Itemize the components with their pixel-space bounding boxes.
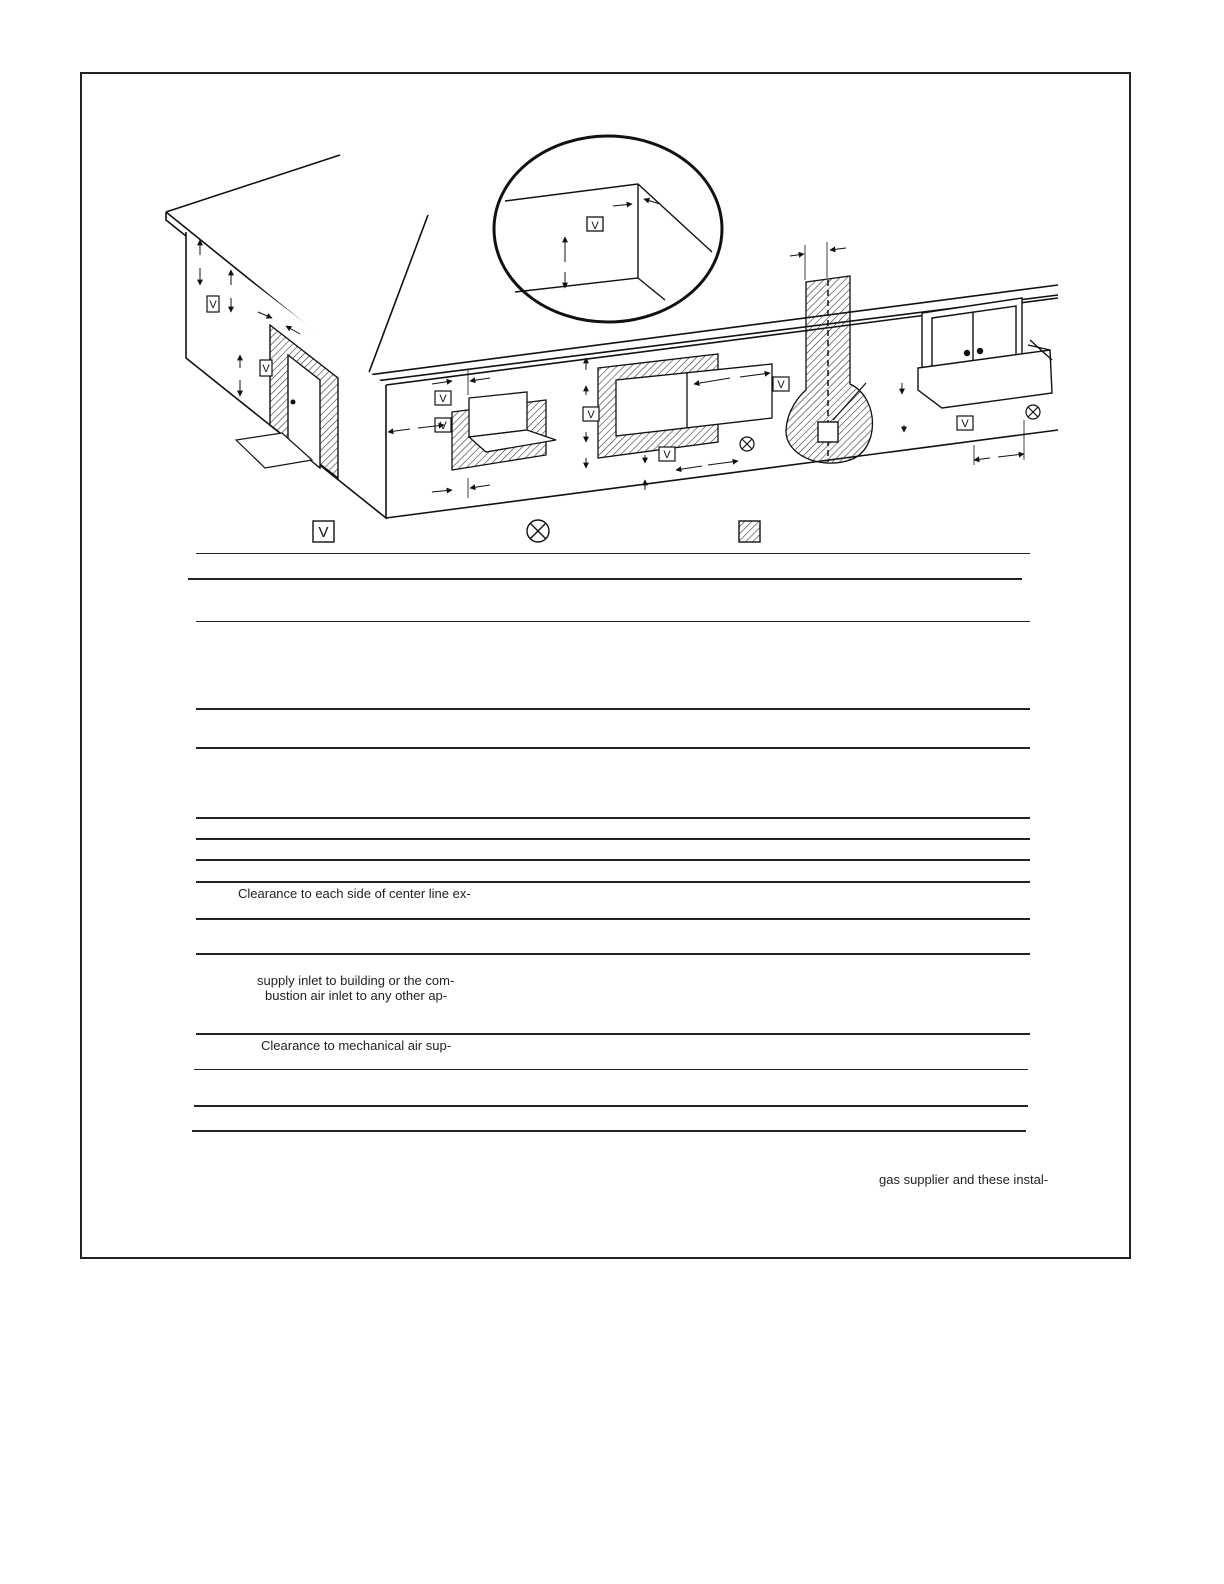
table-rule [196,918,1030,920]
table-rule [196,881,1030,883]
svg-text:V: V [262,363,270,375]
svg-text:V: V [591,220,599,232]
svg-text:V: V [663,449,671,461]
table-rule [196,838,1030,840]
table-rule [196,859,1030,861]
inset-detail [494,136,722,322]
legend-vent-terminal-icon [313,521,334,542]
svg-text:V: V [439,420,447,432]
table-rule [196,747,1030,749]
balcony [918,298,1052,408]
table-rule [196,817,1030,819]
supply-inlet-text-line2: bustion air inlet to any other ap- [265,988,448,1003]
legend [313,520,760,542]
svg-text:V: V [777,379,785,391]
table-rule [196,953,1030,955]
window-left [452,392,556,470]
svg-text:V: V [318,524,329,541]
svg-text:V: V [961,418,969,430]
centerline-clearance-text: Clearance to each side of center line ex- [238,886,471,901]
table-rule [194,1105,1028,1107]
footer-note: gas supplier and these instal- [879,1172,1049,1187]
supply-inlet-text-line1: supply inlet to building or the com- [257,973,455,988]
air-inlet-markers [740,405,1040,451]
table-rule [196,553,1030,554]
svg-text:V: V [209,299,217,311]
legend-air-inlet-icon [527,520,549,542]
table-rule [196,1033,1030,1035]
legend-restricted-area-icon [739,521,760,542]
table-rule [192,1130,1026,1132]
mechanical-air-supply-text: Clearance to mechanical air sup- [261,1038,452,1053]
table-rule [196,708,1030,710]
table-rule [196,621,1030,622]
table-rule [188,578,1022,580]
svg-text:V: V [587,409,595,421]
table-rule [194,1069,1028,1070]
gas-meter-pipe [786,276,873,463]
svg-text:V: V [439,393,447,405]
vent-clearance-diagram [0,0,1224,560]
